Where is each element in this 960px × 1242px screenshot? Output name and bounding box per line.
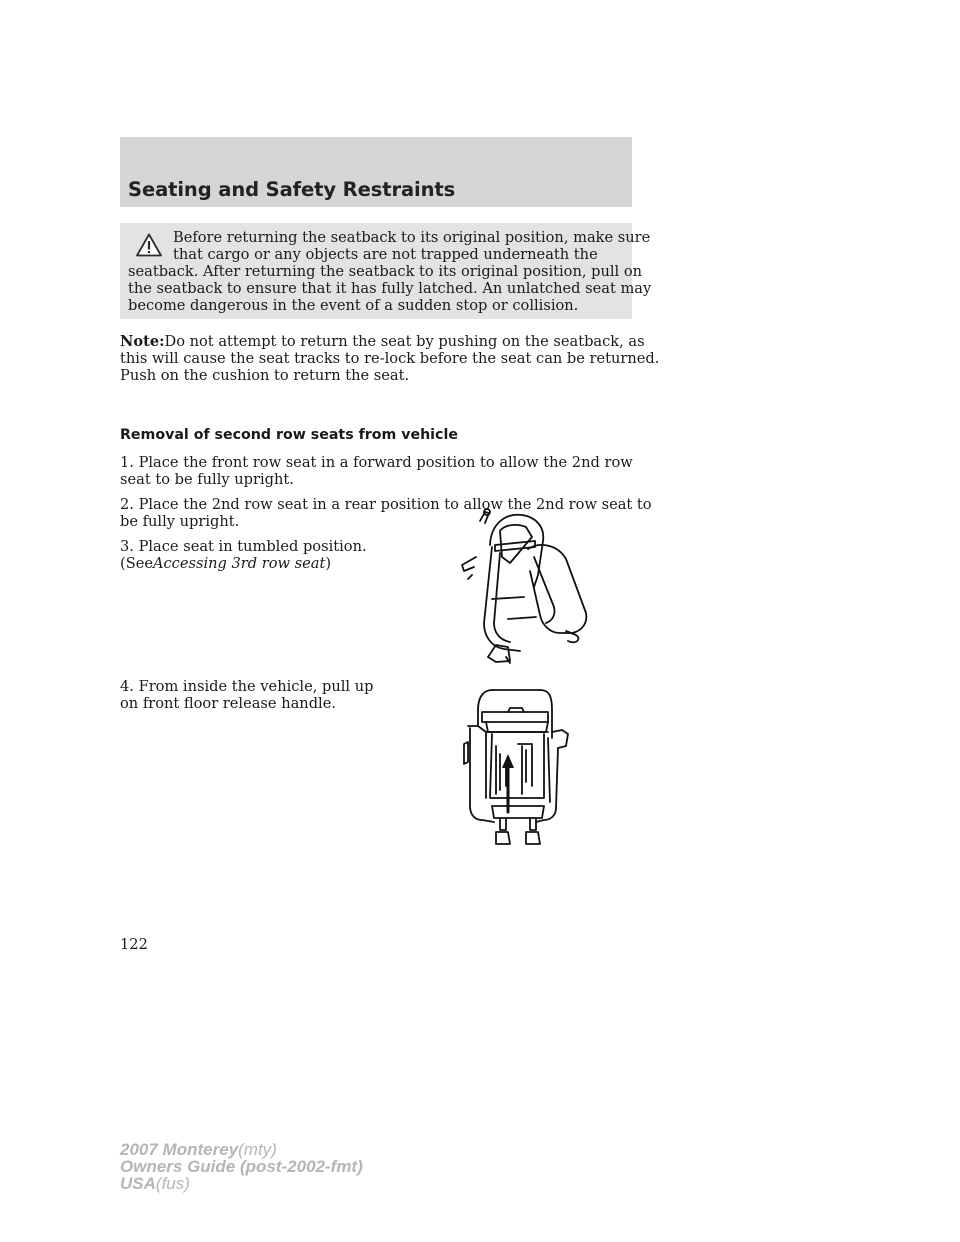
footer-text: Owners Guide (post-2002-fmt) [120, 1157, 363, 1176]
section-title: Seating and Safety Restraints [128, 178, 456, 201]
step-text: (See [120, 555, 153, 572]
step-text: be fully upright. [120, 513, 240, 530]
step-text: on front floor release handle. [120, 695, 336, 712]
footer-text: (mty) [238, 1140, 277, 1159]
tumbled-seat-illustration [448, 505, 594, 665]
footer-text: 2007 Monterey [120, 1140, 239, 1159]
step-text: ) [325, 555, 332, 572]
warning-text-line: the seatback to ensure that it has fully latched. An unlatched seat may [128, 280, 652, 297]
footer [120, 1141, 363, 1192]
page-number: 122 [120, 936, 148, 953]
floor-release-handle-illustration [460, 686, 572, 850]
footer-text: (fus) [155, 1174, 190, 1193]
section-header-band [120, 137, 632, 207]
section-heading: Removal of second row seats from vehicle [120, 427, 458, 443]
warning-triangle-icon [136, 233, 162, 257]
step-1 [120, 454, 633, 488]
warning-text-line: that cargo or any objects are not trapped underneath the [173, 246, 598, 263]
step-text: seat to be fully upright. [120, 471, 294, 488]
cross-reference-link[interactable]: Accessing 3rd row seat [152, 555, 326, 572]
note-text: Push on the cushion to return the seat. [120, 367, 410, 384]
step-text: 2. Place the 2nd row seat in a rear position to allow the 2nd row seat to [120, 496, 652, 513]
footer-text: USA [120, 1174, 156, 1193]
warning-text-line: become dangerous in the event of a sudden stop or collision. [128, 297, 579, 314]
warning-text-line: Before returning the seatback to its original position, make sure [173, 229, 651, 246]
note-text: Do not attempt to return the seat by pushing on the seatback, as [164, 333, 645, 350]
step-text: 4. From inside the vehicle, pull up [120, 678, 374, 695]
step-text: 1. Place the front row seat in a forward position to allow the 2nd row [120, 454, 633, 471]
step-text: 3. Place seat in tumbled position. [120, 538, 367, 555]
step-3 [120, 538, 367, 572]
note-label: Note: [120, 333, 165, 350]
note-paragraph [120, 333, 659, 384]
note-text: this will cause the seat tracks to re-lock before the seat can be returned. [120, 350, 660, 367]
warning-text-line: seatback. After returning the seatback to its original position, pull on [128, 263, 643, 280]
step-4 [120, 678, 373, 712]
warning-box [120, 223, 652, 319]
